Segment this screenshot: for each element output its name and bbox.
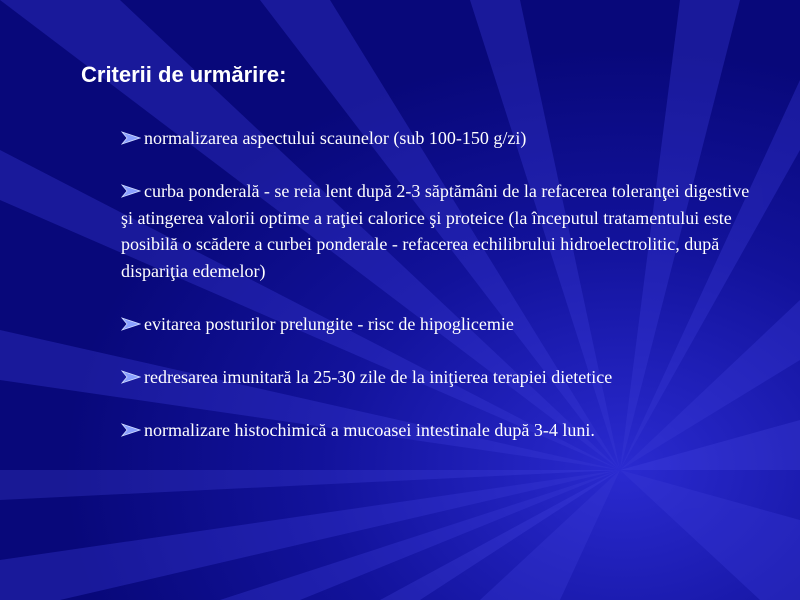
bullet-text: normalizarea aspectului scaunelor (sub 100-150 g/zi) <box>144 128 527 148</box>
bullet-item <box>121 311 761 338</box>
bullet-list <box>121 125 761 470</box>
arrowhead-bullet-icon <box>121 131 141 145</box>
bullet-item <box>121 125 761 152</box>
arrowhead-bullet-icon <box>121 370 141 384</box>
bullet-text: evitarea posturilor prelungite - risc de hipoglicemie <box>144 313 514 334</box>
bullet-item <box>121 364 761 391</box>
bullet-text: curba ponderală - se reia lent după 2-3 săptămâni de la refacerea toleranţei digestive şi atingerea valorii optime a raţiei calorice şi proteice (la începutul tratamentului este posibilă o scădere a curbei ponderale - refacerea echilibrului hidroelectrolitic, după dispariţia edemelor) <box>121 181 750 281</box>
bullet-text: redresarea imunitară la 25-30 zile de la iniţierea terapiei dietetice <box>144 366 613 387</box>
arrowhead-bullet-icon <box>121 317 141 331</box>
bullet-text: normalizare histochimică a mucoasei intestinale după 3-4 luni. <box>144 419 595 440</box>
arrowhead-bullet-icon <box>121 184 141 198</box>
bullet-item <box>121 417 761 444</box>
arrowhead-bullet-icon <box>121 423 141 437</box>
bullet-item <box>121 178 761 284</box>
slide-title: Criterii de urmărire: <box>81 62 287 87</box>
